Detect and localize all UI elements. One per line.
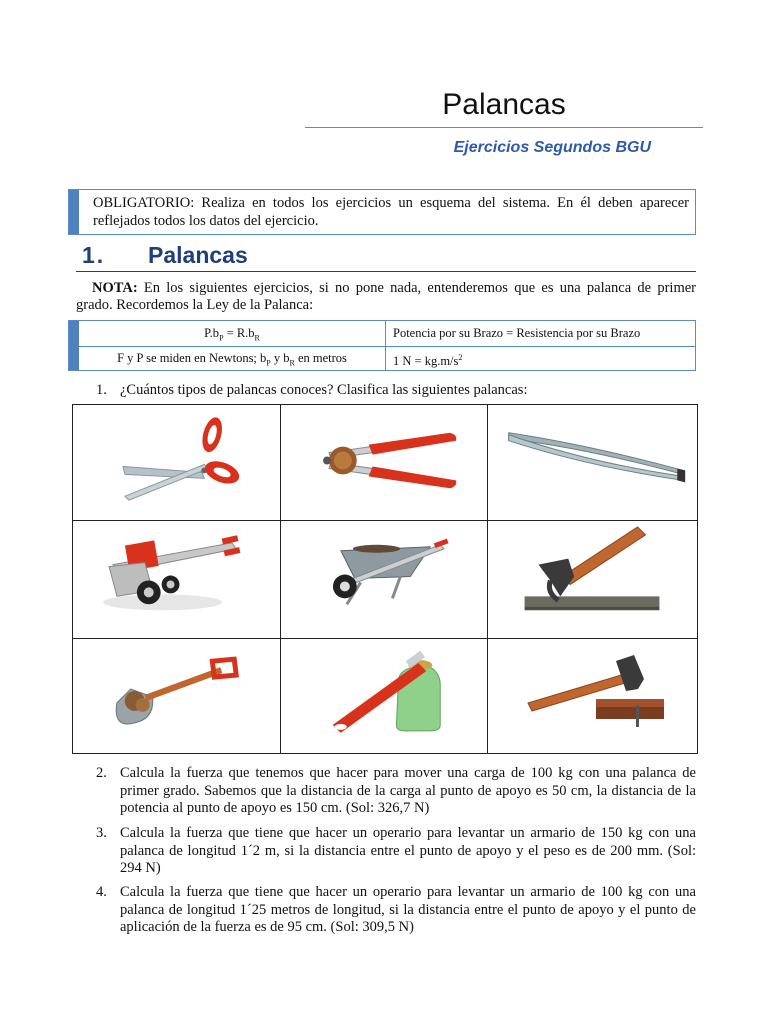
lever-image-grid <box>72 404 698 754</box>
image-scissors <box>73 405 281 521</box>
image-shovel <box>73 639 281 753</box>
law-formula: $P.b_P = R.b_R$ <box>204 326 260 343</box>
image-nutcracker <box>281 405 488 521</box>
image-tongs <box>488 405 697 521</box>
nota-paragraph <box>76 280 696 314</box>
image-hammer-nail <box>488 639 697 753</box>
lever-law-table <box>68 320 696 371</box>
section-title: Palancas <box>148 242 248 268</box>
section-rule <box>76 271 696 272</box>
image-claw-hammer <box>488 521 697 639</box>
notice-box <box>68 189 696 235</box>
law-description: Potencia por su Brazo = Resistencia por su Brazo <box>393 326 641 340</box>
image-hand-truck <box>73 521 281 639</box>
question-4: 4. Calcula la fuerza que tiene que hacer un operario para levantar un armario de 100 kg con una palanca de longitud 1´25 metros de longitud, si la distancia entre el punto de apoyo y el punto de aplicación de la fuerza es de 95 cm. (Sol: 309,5 N) <box>96 884 696 935</box>
nota-label: NOTA: <box>92 280 138 296</box>
page-subtitle: Ejercicios Segundos BGU <box>453 139 651 156</box>
image-wheelbarrow <box>281 521 488 639</box>
question-2: 2. Calcula la fuerza que tenemos que hacer para mover una carga de 100 kg con una palanca de primer grado. Sabemos que la distancia de la carga al punto de apoyo es 50 cm, la distancia de la potencia al punto de apoyo es 150 cm. (Sol: 326,7 N) <box>96 765 696 816</box>
newton-definition: 1 $N = kg.m/s^2$ <box>393 353 463 369</box>
nota-body: En los siguientes ejercicios, si no pone nada, entenderemos que es una palanca de primer grado. Recordemos la Ley de la Palanca: <box>76 280 696 313</box>
law-units: F y P se miden en Newtons; $b_P$ y $b_R$ en metros <box>117 351 347 368</box>
law-accent-bar <box>69 321 79 370</box>
image-bottle-opener <box>281 639 488 753</box>
notice-text <box>93 194 689 230</box>
notice-label: OBLIGATORIO <box>93 195 191 211</box>
title-rule <box>305 127 703 128</box>
page-title: Palancas <box>442 88 566 121</box>
section-number: 1. <box>82 242 106 268</box>
notice-accent-bar <box>69 190 79 234</box>
question-3: 3. Calcula la fuerza que tiene que hacer un operario para levantar un armario de 150 kg con una palanca de longitud 1´2 m, si la distancia entre el punto de apoyo y el peso es de 200 mm. (Sol: 294 N) <box>96 825 696 876</box>
notice-body: : Realiza en todos los ejercicios un esquema del sistema. En él deben aparecer reflejados todos los datos del ejercicio. <box>93 195 689 229</box>
